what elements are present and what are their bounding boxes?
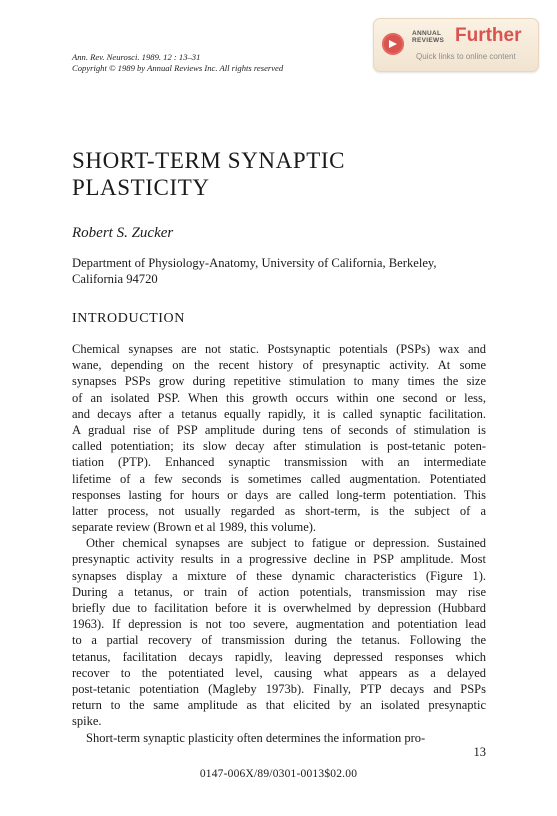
badge-reviews-text: REVIEWS [412,37,445,44]
text-line: separate review (Brown et al 1989, this volume). [72,520,317,535]
further-links-badge[interactable] [373,18,539,72]
affiliation-line: Department of Physiology-Anatomy, University of California, Berkeley, [72,256,437,270]
text-line: lifetime of a few seconds is sometimes called augmentation. Potentiated [72,471,486,486]
author-affiliation [72,255,486,287]
text-line: Other chemical synapses are subject to fatigue or depression. Sustained [86,536,486,551]
text-line: Chemical synapses are not static. Postsynaptic potentials (PSPs) wax and [72,342,486,356]
text-line: wane, depending on the recent history of presynaptic activity. At some [72,358,486,373]
badge-subtitle: Quick links to online content [416,52,516,61]
article-code: 0147-006X/89/0301-0013$02.00 [199,768,358,780]
text-line: and decays after a tetanus equally rapidly, it is called synaptic facilitation. [72,406,486,421]
title-line: PLASTICITY [72,175,210,200]
text-line: tiation (PTP). Enhanced synaptic transmission with an intermediate [72,455,486,470]
badge-publisher-label [412,30,444,44]
text-line: synapses PSPs grow during repetitive stimulation to many times the size [72,374,486,389]
text-line: briefly due to facilitation before it is overwhelmed by depression (Hubbard [72,601,486,615]
text-line: tetanus, facilitation decays rapidly, leaving depressed responses which [72,649,486,664]
text-line: latter process, not usually regarded as short-term, is the subject of a [72,503,486,518]
text-line: called potentiation; its slow decay after stimulation is post-tetanic poten- [72,439,486,454]
text-line: recover to the potentiated level, causing what appears as a delayed [72,665,486,680]
text-line: 1963). If depression is not too severe, augmentation and potentiation lead [72,617,486,632]
body-text [72,341,486,746]
text-line: responses lasting for hours or days are called long-term potentiation. This [72,487,486,502]
page-number: 13 [473,745,486,759]
title-line: SHORT-TERM SYNAPTIC [72,148,346,173]
text-line: post-tetanic potentiation (Magleby 1973b). Finally, PTP decays and PSPs [72,681,486,696]
text-line: return to the same amplitude as that elicited by an isolated presynaptic [72,698,486,713]
badge-further-label: Further [455,25,522,46]
section-heading: INTRODUCTION [72,311,185,326]
text-line: presynaptic activity results in a progressive decline in PSP amplitude. Most [72,552,486,567]
text-line: spike. [72,714,102,729]
affiliation-line: California 94720 [72,272,158,286]
text-line: synapses display a mixture of these dynamic characteristics (Figure 1). [72,568,486,583]
author-name: Robert S. Zucker [72,225,174,241]
text-line: During a tetanus, or train of action potentials, transmission may rise [72,584,486,599]
article-title [72,147,345,201]
text-line: of an isolated PSP. When this growth occurs within one second or less, [72,390,486,405]
text-line: A gradual rise of PSP amplitude during tens of seconds of stimulation is [72,422,486,437]
journal-citation: Ann. Rev. Neurosci. 1989. 12 : 13–31 [72,52,201,62]
badge-annual-text: ANNUAL [412,30,442,37]
text-line: Short-term synaptic plasticity often determines the information pro- [86,730,426,745]
copyright-notice: Copyright © 1989 by Annual Reviews Inc. All rights reserved [72,63,284,73]
annual-reviews-logo-icon [382,33,404,55]
journal-citation-block [72,52,283,74]
text-line: to a partial recovery of transmission during the tetanus. Following the [72,633,486,648]
